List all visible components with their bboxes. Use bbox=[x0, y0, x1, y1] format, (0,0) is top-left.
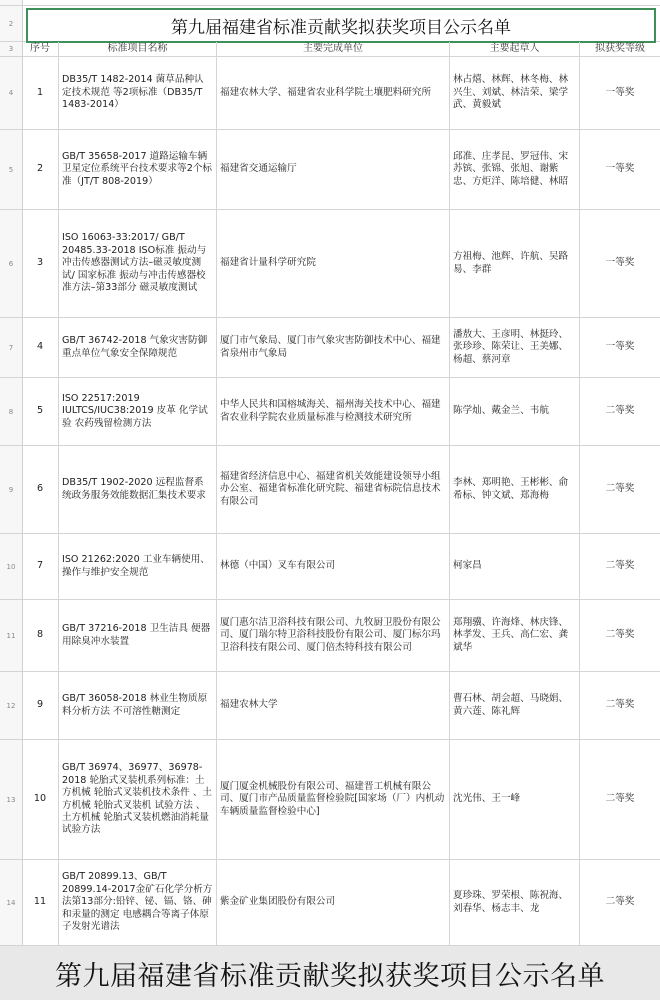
cell-unit[interactable]: 福建省交通运输厅 bbox=[217, 130, 450, 209]
cell-standard[interactable]: GB/T 20899.13、GB/T 20899.14-2017金矿石化学分析方法第13部分:铅锌、铋、镉、铬、砷和汞量的测定 电感耦合等离子体原子发射光谱法 bbox=[59, 860, 217, 945]
cell-standard[interactable]: ISO 16063-33:2017/ GB/T 20485.33-2018 ISO标准 振动与冲击传感器测试方法–磁灵敏度测试/ 国家标准 振动与冲击传感器校准方法–第33部分 磁灵敏度测试 bbox=[59, 210, 217, 317]
cell-unit[interactable]: 福建农林大学 bbox=[217, 672, 450, 739]
table-row bbox=[0, 446, 660, 534]
cell-standard[interactable]: DB35/T 1482-2014 菌草品种认定技术规范 等2项标准（DB35/T 1483-2014） bbox=[59, 57, 217, 129]
table-row bbox=[0, 860, 660, 946]
cell-level[interactable]: 二等奖 bbox=[605, 405, 635, 417]
cell-standard[interactable]: GB/T 36974、36977、36978-2018 轮胎式叉装机系列标准：土方机械 轮胎式叉装机技术条件 、土方机械 轮胎式叉装机 试验方法 、土方机械 轮胎式叉装机燃油消耗量 试验方法 bbox=[59, 740, 217, 859]
row-number: 5 bbox=[8, 165, 14, 174]
table-row bbox=[0, 534, 660, 600]
cell-level[interactable]: 二等奖 bbox=[605, 629, 635, 641]
header-no[interactable]: 序号 bbox=[22, 42, 59, 56]
row-number: 13 bbox=[6, 795, 16, 804]
row-number: 6 bbox=[8, 259, 14, 268]
cell-level[interactable]: 一等奖 bbox=[605, 341, 635, 353]
cell-level[interactable]: 一等奖 bbox=[605, 163, 635, 175]
cell-no[interactable]: 5 bbox=[22, 378, 59, 445]
cell-unit[interactable]: 福建省计量科学研究院 bbox=[217, 210, 450, 317]
cell-people[interactable]: 夏珍珠、罗荣根、陈祝海、刘春华、杨志丰、龙 bbox=[450, 860, 580, 945]
sheet-title[interactable]: 第九届福建省标准贡献奖拟获奖项目公示名单 bbox=[26, 8, 656, 43]
cell-people[interactable]: 邱准、庄孝昆、罗冠伟、宋苏镔、张锦、张旭、谢紫忠、方炬洋、陈培健、林昭 bbox=[450, 130, 580, 209]
cell-level[interactable]: 二等奖 bbox=[605, 793, 635, 805]
row-number: 8 bbox=[8, 407, 14, 416]
cell-standard[interactable]: GB/T 36058-2018 林业生物质原料分析方法 不可溶性糖测定 bbox=[59, 672, 217, 739]
row-number: 12 bbox=[6, 701, 16, 710]
cell-people[interactable]: 方祖梅、池辉、许航、吴路易、李群 bbox=[450, 210, 580, 317]
header-standard[interactable]: 标准项目名称 bbox=[59, 42, 217, 56]
cell-no[interactable]: 10 bbox=[22, 740, 59, 859]
cell-people[interactable]: 沈光伟、王一峰 bbox=[450, 740, 580, 859]
row-number: 2 bbox=[8, 19, 14, 28]
row-number: 11 bbox=[6, 631, 16, 640]
cell-people[interactable]: 陈学灿、戴金兰、韦航 bbox=[450, 378, 580, 445]
table-row bbox=[0, 600, 660, 672]
table-row bbox=[0, 740, 660, 860]
row-number: 9 bbox=[8, 485, 14, 494]
header-row bbox=[0, 42, 660, 57]
cell-unit[interactable]: 厦门惠尔洁卫浴科技有限公司、九牧厨卫股份有限公司、厦门瑞尔特卫浴科技股份有限公司、厦门标尔玛卫浴科技有限公司、厦门倍杰特科技有限公司 bbox=[217, 600, 450, 671]
cell-unit[interactable]: 林德（中国）叉车有限公司 bbox=[217, 534, 450, 599]
cell-unit[interactable]: 中华人民共和国榕城海关、福州海关技术中心、福建省农业科学院农业质量标准与检测技术研究所 bbox=[217, 378, 450, 445]
cell-level[interactable]: 二等奖 bbox=[605, 560, 635, 572]
cell-people[interactable]: 潘敖大、王彦明、林挺玲、张珍珍、陈荣让、王美娜、杨超、蔡河章 bbox=[450, 318, 580, 377]
cell-standard[interactable]: GB/T 37216-2018 卫生洁具 便器用除臭冲水装置 bbox=[59, 600, 217, 671]
cell-no[interactable]: 7 bbox=[22, 534, 59, 599]
row-number: 3 bbox=[8, 45, 14, 53]
cell-standard[interactable]: GB/T 36742-2018 气象灾害防御重点单位气象安全保障规范 bbox=[59, 318, 217, 377]
table-row bbox=[0, 210, 660, 318]
row-number: 10 bbox=[6, 562, 16, 571]
header-level[interactable]: 拟获奖等级 bbox=[595, 42, 645, 54]
cell-no[interactable]: 2 bbox=[22, 130, 59, 209]
cell-level[interactable]: 一等奖 bbox=[605, 86, 635, 98]
cell-level[interactable]: 二等奖 bbox=[605, 699, 635, 711]
header-unit[interactable]: 主要完成单位 bbox=[217, 42, 450, 56]
row-number: 7 bbox=[8, 343, 14, 352]
header-people[interactable]: 主要起草人 bbox=[450, 42, 580, 56]
table-row bbox=[0, 378, 660, 446]
table-row bbox=[0, 318, 660, 378]
cell-level[interactable]: 二等奖 bbox=[605, 896, 635, 908]
cell-people[interactable]: 林占熺、林辉、林冬梅、林兴生、刘斌、林洁荣、梁学武、黄毅斌 bbox=[450, 57, 580, 129]
cell-no[interactable]: 1 bbox=[22, 57, 59, 129]
cell-people[interactable]: 郑翔骥、许海烽、林庆锋、林孝发、王兵、高仁宏、龚斌华 bbox=[450, 600, 580, 671]
table-row bbox=[0, 130, 660, 210]
cell-no[interactable]: 8 bbox=[22, 600, 59, 671]
cell-people[interactable]: 柯家昌 bbox=[450, 534, 580, 599]
cell-standard[interactable]: ISO 22517:2019 IULTCS/IUC38:2019 皮革 化学试验 农药残留检测方法 bbox=[59, 378, 217, 445]
cell-level[interactable]: 二等奖 bbox=[605, 483, 635, 495]
cell-unit[interactable]: 福建省经济信息中心、福建省机关效能建设领导小组办公室、福建省标准化研究院、福建省标院信息技术有限公司 bbox=[217, 446, 450, 533]
cell-no[interactable]: 6 bbox=[22, 446, 59, 533]
cell-no[interactable]: 3 bbox=[22, 210, 59, 317]
cell-unit[interactable]: 福建农林大学、福建省农业科学院土壤肥料研究所 bbox=[217, 57, 450, 129]
table-row bbox=[0, 57, 660, 130]
table-row bbox=[0, 672, 660, 740]
cell-no[interactable]: 9 bbox=[22, 672, 59, 739]
cell-no[interactable]: 11 bbox=[22, 860, 59, 945]
cell-unit[interactable]: 厦门市气象局、厦门市气象灾害防御技术中心、福建省泉州市气象局 bbox=[217, 318, 450, 377]
cell-standard[interactable]: ISO 21262:2020 工业车辆使用、操作与维护安全规范 bbox=[59, 534, 217, 599]
row-number: 4 bbox=[8, 89, 14, 97]
cell-no[interactable]: 4 bbox=[22, 318, 59, 377]
title-row bbox=[0, 6, 660, 42]
cell-level[interactable]: 一等奖 bbox=[605, 257, 635, 269]
cell-people[interactable]: 李林、郑明艳、王彬彬、俞希标、钟文斌、郑海梅 bbox=[450, 446, 580, 533]
cell-people[interactable]: 曹石林、胡会超、马晓娟、黄六莲、陈礼辉 bbox=[450, 672, 580, 739]
caption-title: 第九届福建省标准贡献奖拟获奖项目公示名单 bbox=[0, 946, 660, 1000]
cell-standard[interactable]: DB35/T 1902-2020 远程监督系统政务服务效能数据汇集技术要求 bbox=[59, 446, 217, 533]
cell-unit[interactable]: 厦门厦金机械股份有限公司、福建晋工机械有限公司、厦门市产品质量监督检验院[国家场（厂）内机动车辆质量监督检验中心] bbox=[217, 740, 450, 859]
row-number: 14 bbox=[6, 898, 16, 907]
cell-unit[interactable]: 紫金矿业集团股份有限公司 bbox=[217, 860, 450, 945]
cell-standard[interactable]: GB/T 35658-2017 道路运输车辆卫星定位系统平台技术要求等2个标准（JT/T 808-2019） bbox=[59, 130, 217, 209]
